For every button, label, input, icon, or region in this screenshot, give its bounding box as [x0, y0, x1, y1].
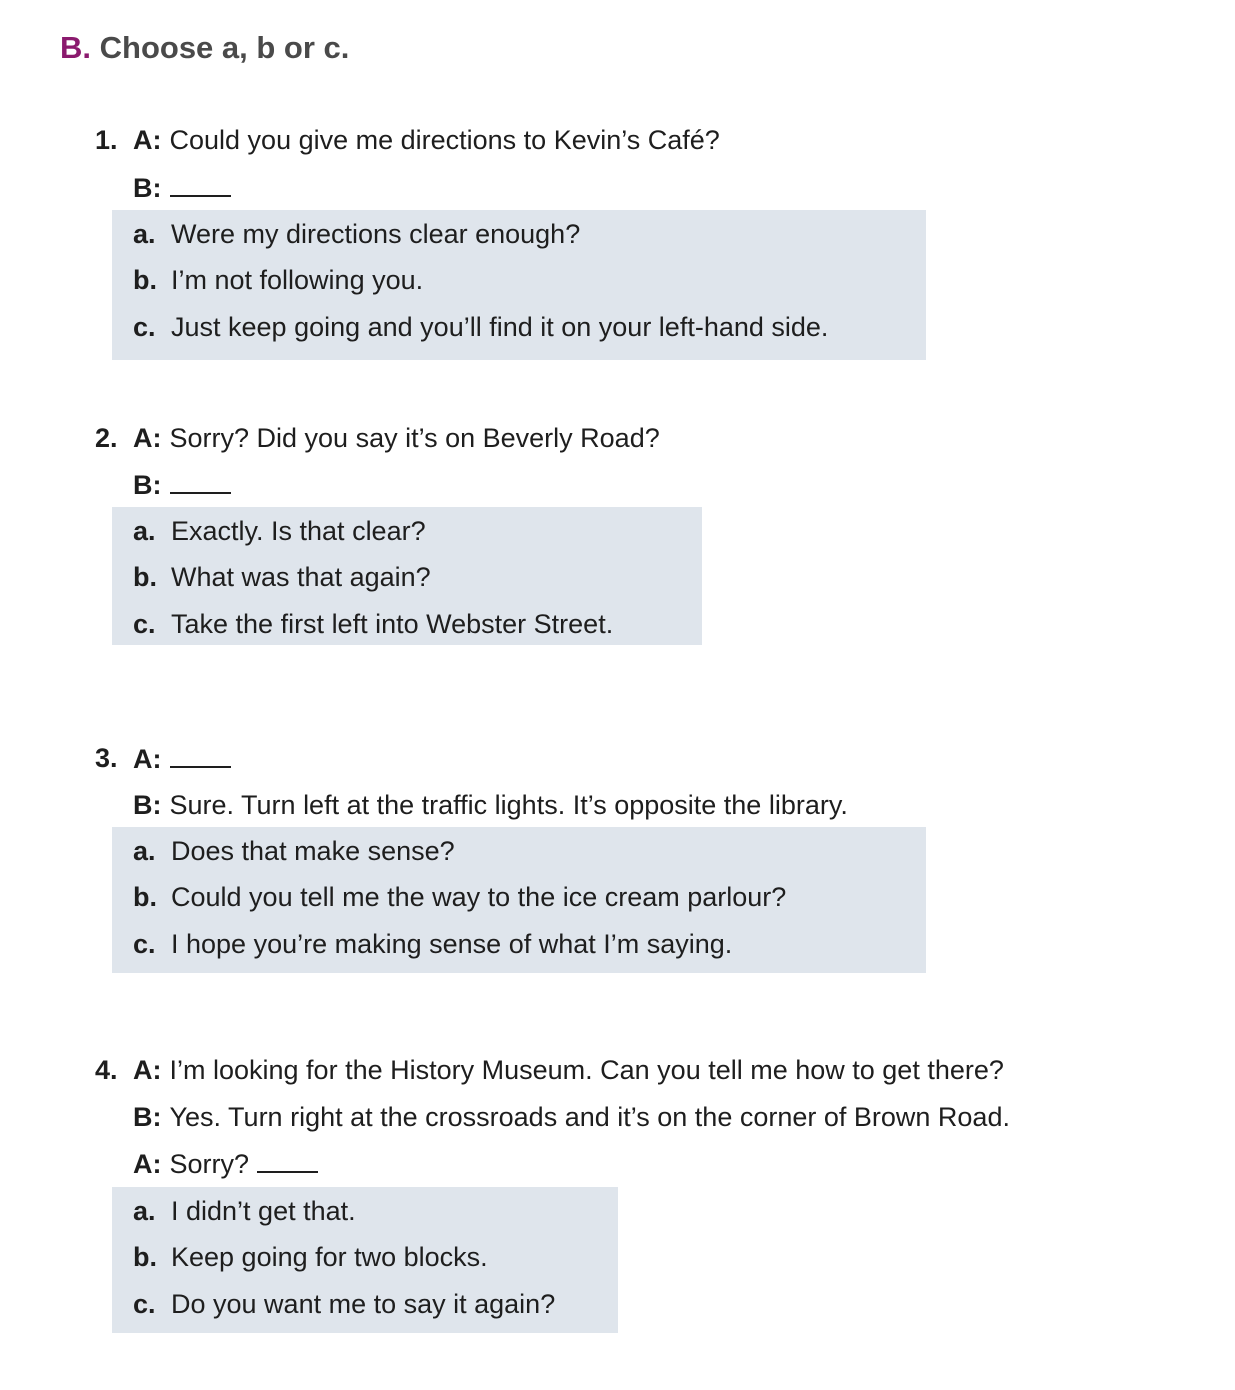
- option-text: I hope you’re making sense of what I’m saying.: [171, 929, 733, 959]
- option-letter: c.: [133, 312, 156, 342]
- option-letter: b.: [133, 562, 157, 592]
- dialogue-line: [133, 1101, 1010, 1133]
- option-text: Exactly. Is that clear?: [171, 516, 426, 546]
- option-c[interactable]: [133, 608, 613, 640]
- question-number: 3.: [95, 743, 118, 773]
- option-text: Do you want me to say it again?: [171, 1289, 556, 1319]
- option-letter: c.: [133, 929, 156, 959]
- option-c[interactable]: [133, 928, 732, 960]
- question-number: 1.: [95, 125, 118, 155]
- options-box: [112, 1187, 618, 1333]
- option-a[interactable]: [133, 515, 426, 547]
- speaker-label: A:: [133, 1055, 162, 1085]
- speaker-label: A:: [133, 423, 162, 453]
- option-b[interactable]: [133, 881, 786, 913]
- option-letter: c.: [133, 1289, 156, 1319]
- option-text: I didn’t get that.: [171, 1196, 356, 1226]
- exercise-instruction: Choose a, b or c.: [99, 30, 350, 65]
- option-b[interactable]: [133, 1241, 488, 1273]
- options-box: [112, 210, 926, 360]
- option-a[interactable]: [133, 835, 455, 867]
- option-letter: a.: [133, 1196, 156, 1226]
- answer-blank[interactable]: [170, 742, 231, 768]
- dialogue-line: [133, 422, 660, 454]
- option-text: Just keep going and you’ll find it on your left-hand side.: [171, 312, 829, 342]
- options-box: [112, 507, 702, 645]
- option-a[interactable]: [133, 218, 580, 250]
- speaker-label: B:: [133, 1102, 162, 1132]
- dialogue-line: [133, 789, 848, 821]
- dialogue-text: Sorry?: [169, 1149, 250, 1179]
- option-b[interactable]: [133, 561, 431, 593]
- speaker-label: B:: [133, 173, 162, 203]
- option-c[interactable]: [133, 311, 828, 343]
- exercise-letter: B.: [60, 30, 91, 65]
- dialogue-line: [133, 124, 720, 156]
- question-number: 4.: [95, 1055, 118, 1085]
- option-letter: a.: [133, 516, 156, 546]
- option-c[interactable]: [133, 1288, 555, 1320]
- answer-blank[interactable]: [170, 468, 231, 494]
- option-letter: b.: [133, 1242, 157, 1272]
- answer-blank[interactable]: [170, 171, 231, 197]
- option-text: Were my directions clear enough?: [171, 219, 581, 249]
- option-text: Take the first left into Webster Street.: [171, 609, 614, 639]
- speaker-label: B:: [133, 790, 162, 820]
- option-text: Does that make sense?: [171, 836, 455, 866]
- dialogue-line: [133, 742, 231, 775]
- dialogue-text: Yes. Turn right at the crossroads and it’s on the corner of Brown Road.: [169, 1102, 1010, 1132]
- dialogue-text: Sure. Turn left at the traffic lights. It’s opposite the library.: [169, 790, 848, 820]
- dialogue-text: Sorry? Did you say it’s on Beverly Road?: [169, 423, 660, 453]
- option-a[interactable]: [133, 1195, 356, 1227]
- dialogue-line: [133, 1147, 318, 1180]
- dialogue-line: [133, 1054, 1004, 1086]
- question-number: 2.: [95, 423, 118, 453]
- option-letter: a.: [133, 219, 156, 249]
- option-text: What was that again?: [171, 562, 431, 592]
- speaker-label: A:: [133, 125, 162, 155]
- option-text: Could you tell me the way to the ice cream parlour?: [171, 882, 787, 912]
- dialogue-line: [133, 468, 231, 501]
- dialogue-text: Could you give me directions to Kevin’s Café?: [169, 125, 720, 155]
- dialogue-line: [133, 171, 231, 204]
- option-letter: b.: [133, 265, 157, 295]
- option-text: Keep going for two blocks.: [171, 1242, 488, 1272]
- option-letter: b.: [133, 882, 157, 912]
- answer-blank[interactable]: [257, 1147, 318, 1173]
- speaker-label: A:: [133, 1149, 162, 1179]
- option-letter: c.: [133, 609, 156, 639]
- dialogue-text: I’m looking for the History Museum. Can you tell me how to get there?: [169, 1055, 1004, 1085]
- option-letter: a.: [133, 836, 156, 866]
- option-text: I’m not following you.: [171, 265, 424, 295]
- speaker-label: A:: [133, 744, 162, 774]
- exercise-heading: [60, 30, 349, 66]
- speaker-label: B:: [133, 470, 162, 500]
- option-b[interactable]: [133, 264, 423, 296]
- options-box: [112, 827, 926, 973]
